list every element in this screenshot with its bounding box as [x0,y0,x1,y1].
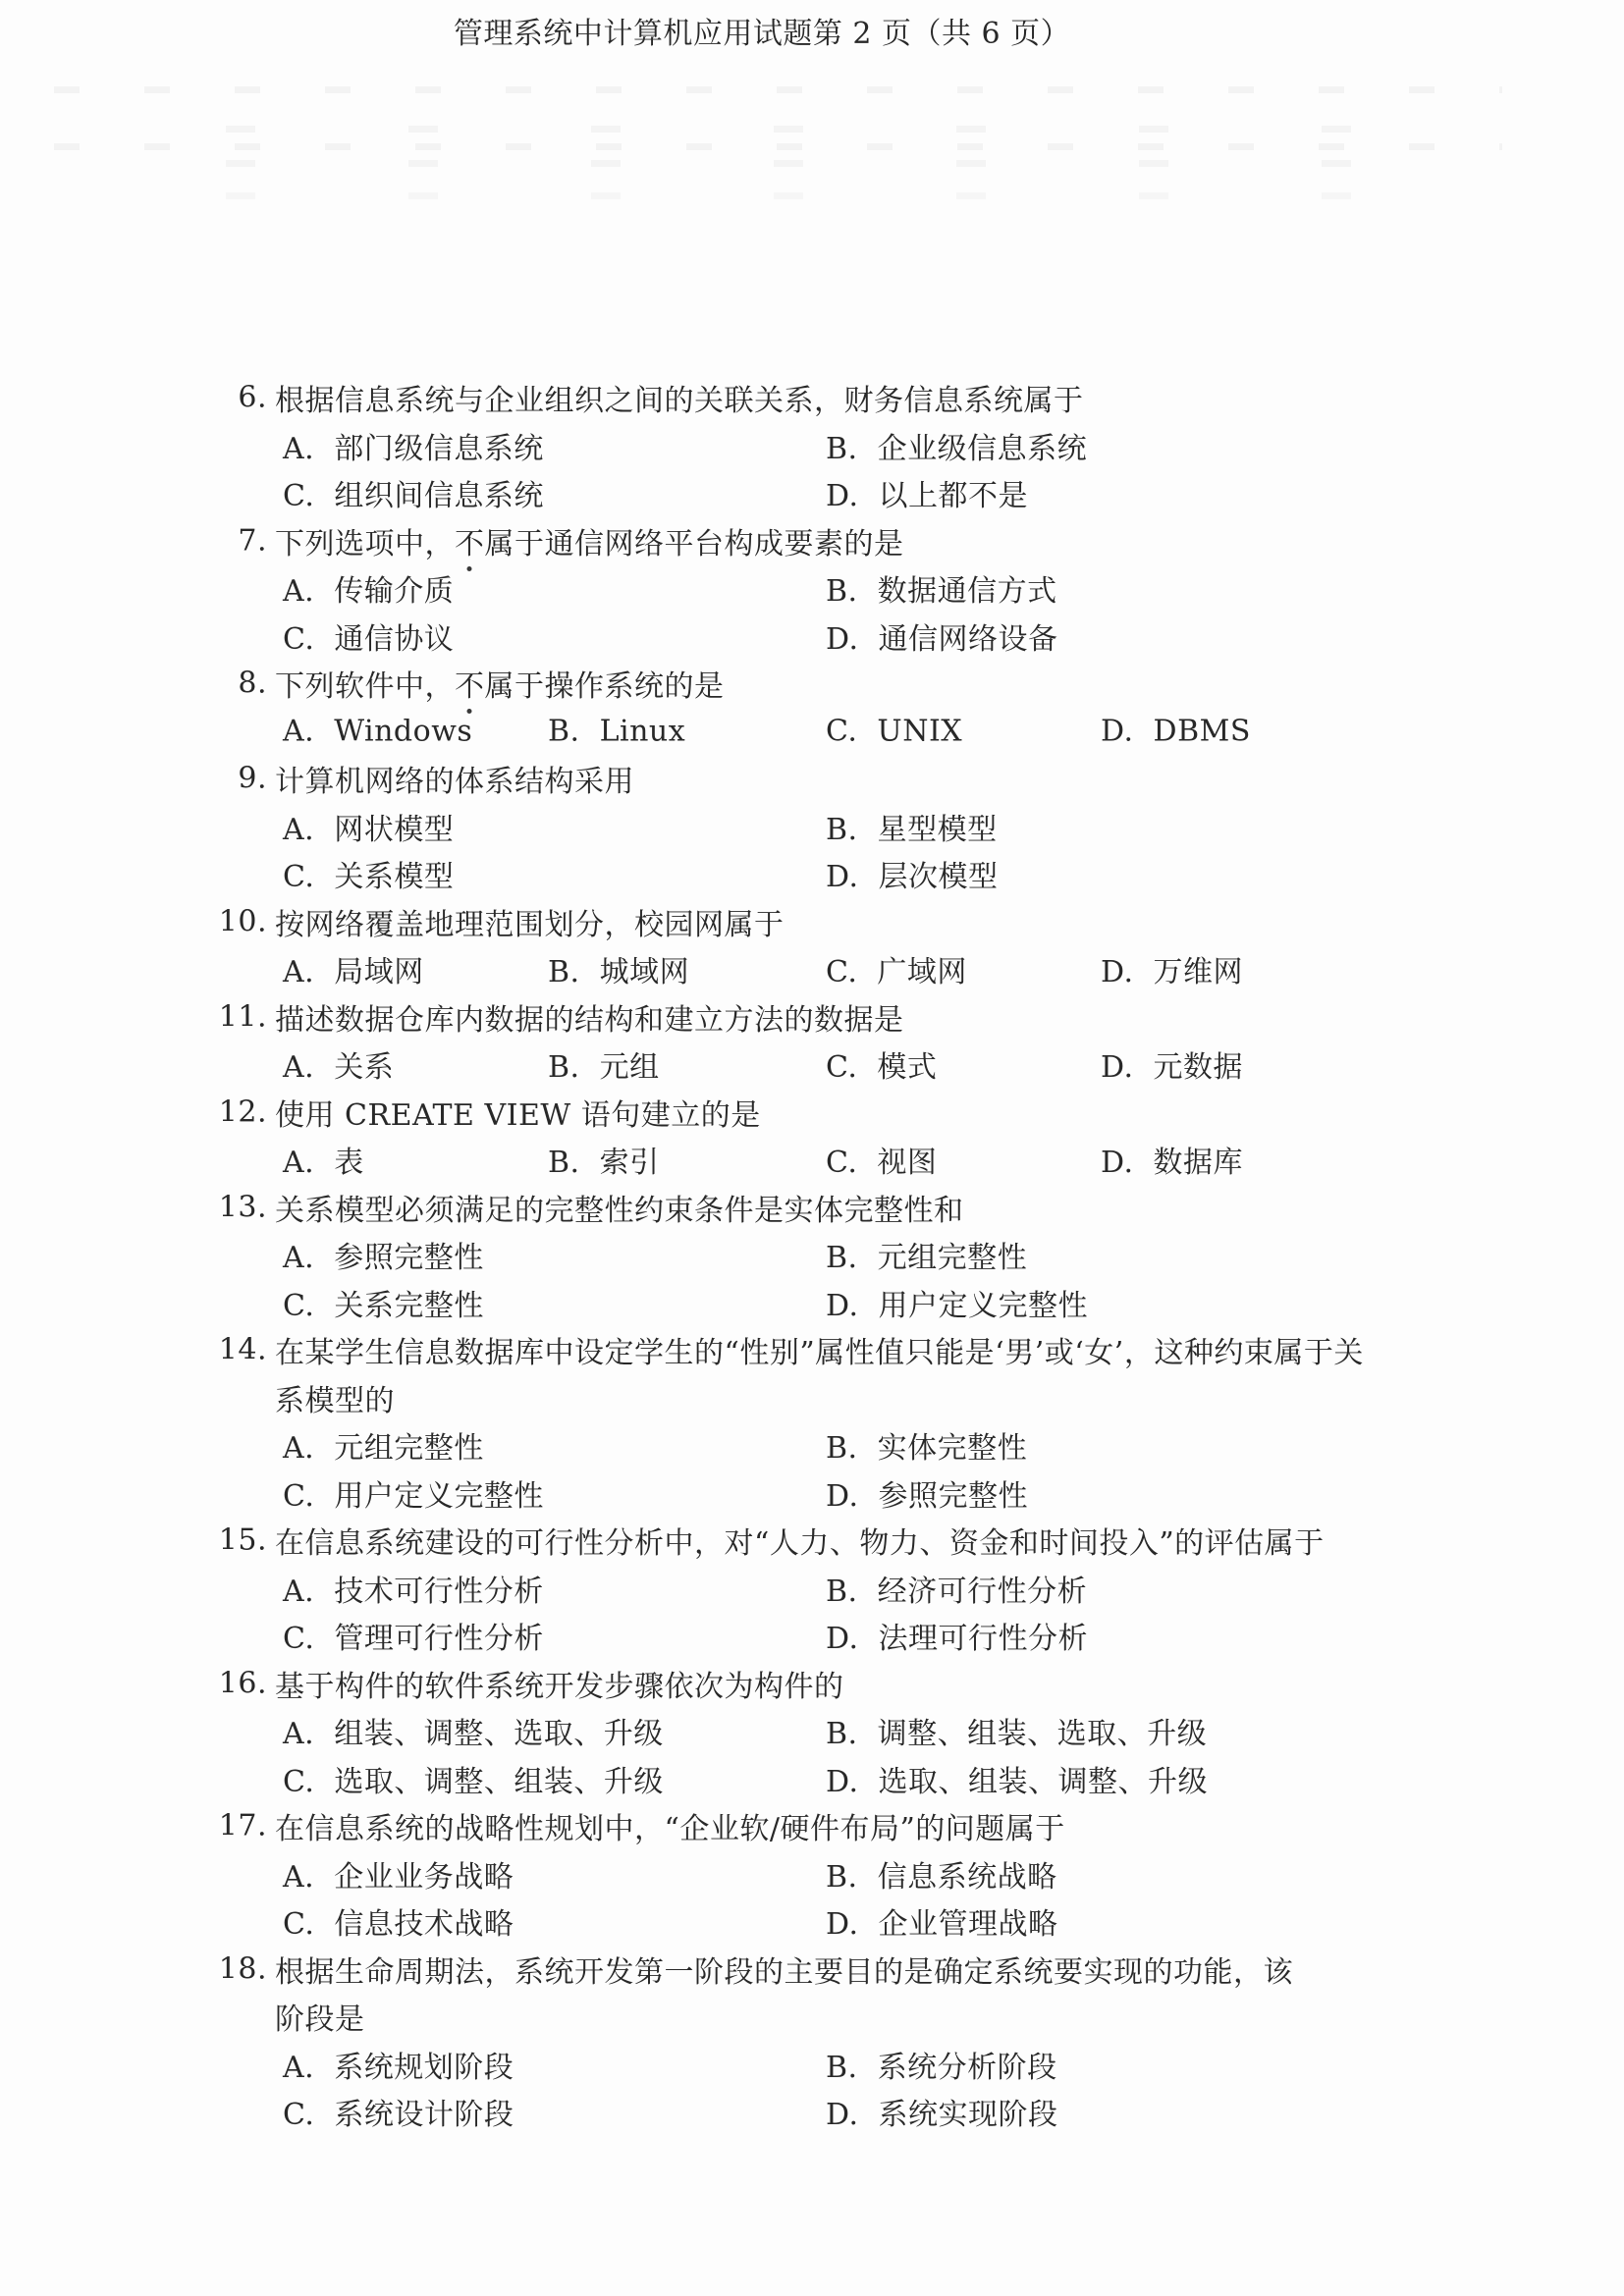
option-label: D. [826,2098,859,2133]
question-stem-text [275,1948,1293,1991]
option-label: C. [283,1622,315,1657]
option-text: 表 [334,1146,364,1181]
option-label: D. [1101,714,1134,749]
scan-artifact [226,192,1443,199]
option-label: B. [826,574,858,610]
question-stem-continuation [0,1374,1624,1422]
option-label: D. [826,479,859,514]
option-C [826,947,967,990]
option-text: 网状模型 [334,812,455,847]
option-label: A. [283,1431,315,1467]
option-text: 选取、组装、调整、升级 [878,1764,1209,1799]
option-A [283,1042,394,1086]
question-16 [0,1660,1624,1803]
option-text: Linux [599,714,686,749]
option-label: D. [1101,955,1134,990]
option-label: B. [826,812,858,847]
option-text: 信息技术战略 [334,1907,514,1943]
option-A [283,1233,484,1276]
option-D [1101,1138,1243,1181]
option-D [826,1899,1058,1943]
option-text: 企业管理战略 [878,1907,1058,1943]
question-number: 13. [218,1190,267,1225]
footer-text: 管理系统中计算机应用试题第 2 页（共 6 页） [453,17,1071,51]
question-9 [0,755,1624,898]
option-row [0,1136,1624,1184]
question-14 [0,1326,1624,1517]
option-row [0,1612,1624,1660]
scan-artifact [54,86,1502,93]
question-stem-line [0,993,1624,1041]
option-B [826,1423,1027,1467]
option-label: D. [826,1764,859,1799]
option-B [826,424,1087,467]
option-label: A. [283,431,315,466]
option-C [283,2090,514,2133]
option-row [0,1041,1624,1089]
option-row [0,1897,1624,1946]
question-number: 8. [238,666,267,701]
option-row [0,422,1624,470]
option-text: 系统设计阶段 [334,2098,514,2133]
option-text: DBMS [1153,714,1251,749]
option-B [826,566,1057,610]
question-stem-text [275,1091,761,1134]
scan-artifact [54,143,1502,150]
option-row [0,469,1624,517]
option-text: 层次模型 [878,860,999,895]
option-D [1101,714,1251,748]
option-text: 用户定义完整性 [334,1478,544,1514]
option-text: 星型模型 [877,812,998,847]
option-label: D. [826,1622,859,1657]
page-footer [0,0,1624,51]
option-label: B. [548,714,580,749]
option-B [548,947,689,990]
option-D [826,852,999,895]
stem-segment: 属于操作系统的是 [484,669,725,705]
option-D [826,614,1058,658]
question-8 [0,660,1624,755]
option-B [548,1042,660,1086]
question-15 [0,1517,1624,1660]
option-label: C. [826,1146,858,1181]
option-text: 系统实现阶段 [878,2098,1058,2133]
stem-segment: 下列选项中， [275,526,455,561]
question-number: 6. [238,380,267,415]
question-stem-line [0,1089,1624,1137]
option-label: C. [283,1907,315,1943]
option-text: 企业业务战略 [334,1859,514,1895]
question-stem-text [275,519,904,562]
question-stem-text [275,1519,1325,1562]
option-B [826,805,998,848]
option-label: A. [283,1050,315,1086]
question-number: 7. [238,523,267,559]
option-label: B. [826,431,858,466]
question-17 [0,1802,1624,1946]
option-B [826,1852,1057,1896]
option-label: A. [283,574,315,610]
question-number: 14. [218,1332,267,1367]
option-text: 数据通信方式 [877,574,1057,610]
option-A [283,714,472,748]
option-text: 企业级信息系统 [877,431,1088,466]
option-label: A. [283,2050,315,2085]
question-stem-text [275,1995,365,2038]
option-B [548,1138,660,1181]
question-stem-line [0,517,1624,565]
option-A [283,1852,514,1896]
question-6 [0,374,1624,517]
option-label: A. [283,1717,315,1752]
option-text: 元组完整性 [877,1241,1028,1276]
option-A [283,1709,664,1752]
option-row [0,1421,1624,1469]
option-text: 城域网 [599,955,690,990]
option-label: D. [826,1288,859,1323]
option-label: A. [283,1146,315,1181]
option-text: 关系完整性 [334,1288,484,1323]
stem-segment: 阶段是 [275,2002,365,2038]
option-C [283,1471,544,1515]
option-label: A. [283,1859,315,1895]
option-A [283,1138,364,1181]
option-text: 元组 [599,1050,660,1086]
question-number: 10. [218,904,267,939]
option-text: 视图 [877,1146,938,1181]
option-B [826,1233,1027,1276]
stem-segment: 属于通信网络平台构成要素的是 [484,526,904,561]
option-text: 用户定义完整性 [878,1288,1089,1323]
option-label: B. [548,1146,580,1181]
stem-segment: 关系模型必须满足的完整性约束条件是实体完整性和 [275,1193,964,1228]
option-text: 经济可行性分析 [877,1574,1088,1609]
question-stem-line [0,1517,1624,1565]
stem-segment: 在信息系统的战略性规划中，“企业软/硬件布局”的问题属于 [275,1812,1065,1847]
option-label: D. [826,621,859,657]
option-C [283,1899,514,1943]
stem-segment: 在某学生信息数据库中设定学生的“性别”属性值只能是‘男’或‘女’，这种约束属于关 [275,1336,1364,1371]
option-A [283,805,454,848]
question-stem-text [275,900,785,943]
option-label: C. [283,2098,315,2133]
option-text: 通信协议 [334,621,455,657]
stem-segment: 根据生命周期法，系统开发第一阶段的主要目的是确定系统要实现的功能，该 [275,1954,1293,1990]
option-row [0,1850,1624,1898]
option-label: A. [283,812,315,847]
option-row [0,708,1624,756]
option-label: D. [1101,1050,1134,1086]
option-label: A. [283,714,315,749]
option-text: 索引 [599,1146,660,1181]
option-B [548,714,685,748]
option-label: B. [826,1859,858,1895]
stem-segment: 系模型的 [275,1383,395,1418]
option-label: D. [826,860,859,895]
option-D [826,1757,1208,1800]
option-label: B. [826,2050,858,2085]
question-stem-continuation [0,1993,1624,2041]
option-C [826,1138,937,1181]
option-text: 技术可行性分析 [334,1574,544,1609]
option-C [283,614,454,658]
question-stem-text [275,1186,964,1229]
question-stem-line [0,1802,1624,1850]
option-text: 组装、调整、选取、升级 [334,1717,664,1752]
option-label: A. [283,1241,315,1276]
question-13 [0,1184,1624,1327]
option-text: 关系 [334,1050,395,1086]
option-D [1101,947,1243,990]
question-stem-text [275,995,904,1039]
emphasized-char: 不 [455,519,485,562]
question-number: 12. [218,1095,267,1130]
stem-segment: 按网络覆盖地理范围划分，校园网属于 [275,907,785,942]
option-D [1101,1042,1243,1086]
option-D [826,2090,1058,2133]
option-text: 元组完整性 [334,1431,484,1467]
stem-segment: 基于构件的软件系统开发步骤依次为构件的 [275,1669,844,1704]
option-text: 模式 [877,1050,938,1086]
option-row [0,1707,1624,1755]
option-text: 参照完整性 [334,1241,484,1276]
option-label: D. [826,1478,859,1514]
question-number: 18. [218,1951,267,1987]
option-label: B. [548,1050,580,1086]
option-C [826,1042,937,1086]
option-text: 调整、组装、选取、升级 [877,1717,1208,1752]
option-text: 元数据 [1153,1050,1244,1086]
question-18 [0,1946,1624,2136]
option-text: 系统分析阶段 [877,2050,1057,2085]
question-12 [0,1089,1624,1184]
option-label: D. [826,1907,859,1943]
option-A [283,1423,484,1467]
option-label: B. [826,1241,858,1276]
option-text: 万维网 [1153,955,1244,990]
stem-segment: 根据信息系统与企业组织之间的关联关系，财务信息系统属于 [275,384,1084,419]
option-label: C. [283,1288,315,1323]
question-stem-text [275,757,634,800]
question-stem-text [275,376,1084,419]
option-C [826,714,962,748]
option-text: 局域网 [334,955,424,990]
scan-artifact [226,160,1443,167]
option-B [826,1709,1207,1752]
option-row [0,945,1624,993]
question-number: 16. [218,1666,267,1701]
option-text: 关系模型 [334,860,455,895]
option-label: B. [548,955,580,990]
question-stem-text [275,1328,1364,1371]
option-row [0,613,1624,661]
option-label: B. [826,1717,858,1752]
option-D [826,471,1028,514]
option-B [826,1567,1087,1610]
question-stem-line [0,1184,1624,1232]
option-row [0,1279,1624,1327]
option-text: Windows [334,714,473,749]
question-stem-line [0,755,1624,803]
option-text: 实体完整性 [877,1431,1028,1467]
option-text: 组织间信息系统 [334,479,544,514]
option-text: 以上都不是 [878,479,1029,514]
option-row [0,850,1624,898]
option-row [0,2041,1624,2089]
option-label: B. [826,1574,858,1609]
option-A [283,424,544,467]
option-label: D. [1101,1146,1134,1181]
question-number: 15. [218,1522,267,1558]
option-text: 参照完整性 [878,1478,1029,1514]
option-text: 系统规划阶段 [334,2050,514,2085]
question-stem-line [0,1660,1624,1708]
option-B [826,2043,1057,2086]
option-text: 法理可行性分析 [878,1622,1089,1657]
option-label: C. [826,1050,858,1086]
option-text: 广域网 [877,955,967,990]
option-text: 选取、调整、组装、升级 [334,1764,664,1799]
question-stem-line [0,660,1624,708]
option-A [283,2043,514,2086]
question-stem-line [0,1946,1624,1994]
question-list [0,374,1624,2136]
question-number: 17. [218,1808,267,1843]
option-label: C. [826,714,858,749]
option-A [283,1567,544,1610]
question-11 [0,993,1624,1089]
option-row [0,564,1624,613]
option-C [283,852,454,895]
option-row [0,1469,1624,1518]
stem-segment: 在信息系统建设的可行性分析中，对“人力、物力、资金和时间投入”的评估属于 [275,1526,1325,1562]
option-text: UNIX [877,714,963,749]
option-label: C. [283,1764,315,1799]
option-label: C. [826,955,858,990]
question-7 [0,517,1624,661]
option-text: 传输介质 [334,574,455,610]
option-C [283,1614,544,1657]
stem-segment: 计算机网络的体系结构采用 [275,765,634,800]
option-text: 管理可行性分析 [334,1622,544,1657]
option-C [283,471,544,514]
option-A [283,566,454,610]
stem-segment: 描述数据仓库内数据的结构和建立方法的数据是 [275,1002,904,1038]
option-label: C. [283,479,315,514]
question-stem-line [0,374,1624,422]
option-A [283,947,424,990]
stem-segment: 使用 CREATE VIEW 语句建立的是 [275,1097,761,1133]
option-text: 部门级信息系统 [334,431,544,466]
option-label: B. [826,1431,858,1467]
question-stem-text [275,1662,844,1705]
question-stem-line [0,1326,1624,1374]
question-stem-line [0,898,1624,946]
option-D [826,1281,1088,1324]
option-row [0,803,1624,851]
option-row [0,1565,1624,1613]
option-label: C. [283,1478,315,1514]
option-text: 数据库 [1153,1146,1244,1181]
option-label: C. [283,621,315,657]
option-row [0,1755,1624,1803]
emphasized-char: 不 [455,662,485,705]
question-stem-text [275,1804,1065,1847]
option-D [826,1614,1088,1657]
option-label: A. [283,1574,315,1609]
scan-artifact [226,126,1443,133]
question-number: 9. [238,761,267,796]
question-stem-text [275,1376,395,1419]
option-label: A. [283,955,315,990]
option-C [283,1757,664,1800]
option-row [0,1231,1624,1279]
stem-segment: 下列软件中， [275,669,455,705]
question-stem-text [275,662,725,705]
option-C [283,1281,484,1324]
option-label: C. [283,860,315,895]
question-number: 11. [218,999,267,1035]
option-row [0,2088,1624,2136]
option-text: 通信网络设备 [878,621,1058,657]
question-10 [0,898,1624,993]
option-D [826,1471,1028,1515]
option-text: 信息系统战略 [877,1859,1057,1895]
